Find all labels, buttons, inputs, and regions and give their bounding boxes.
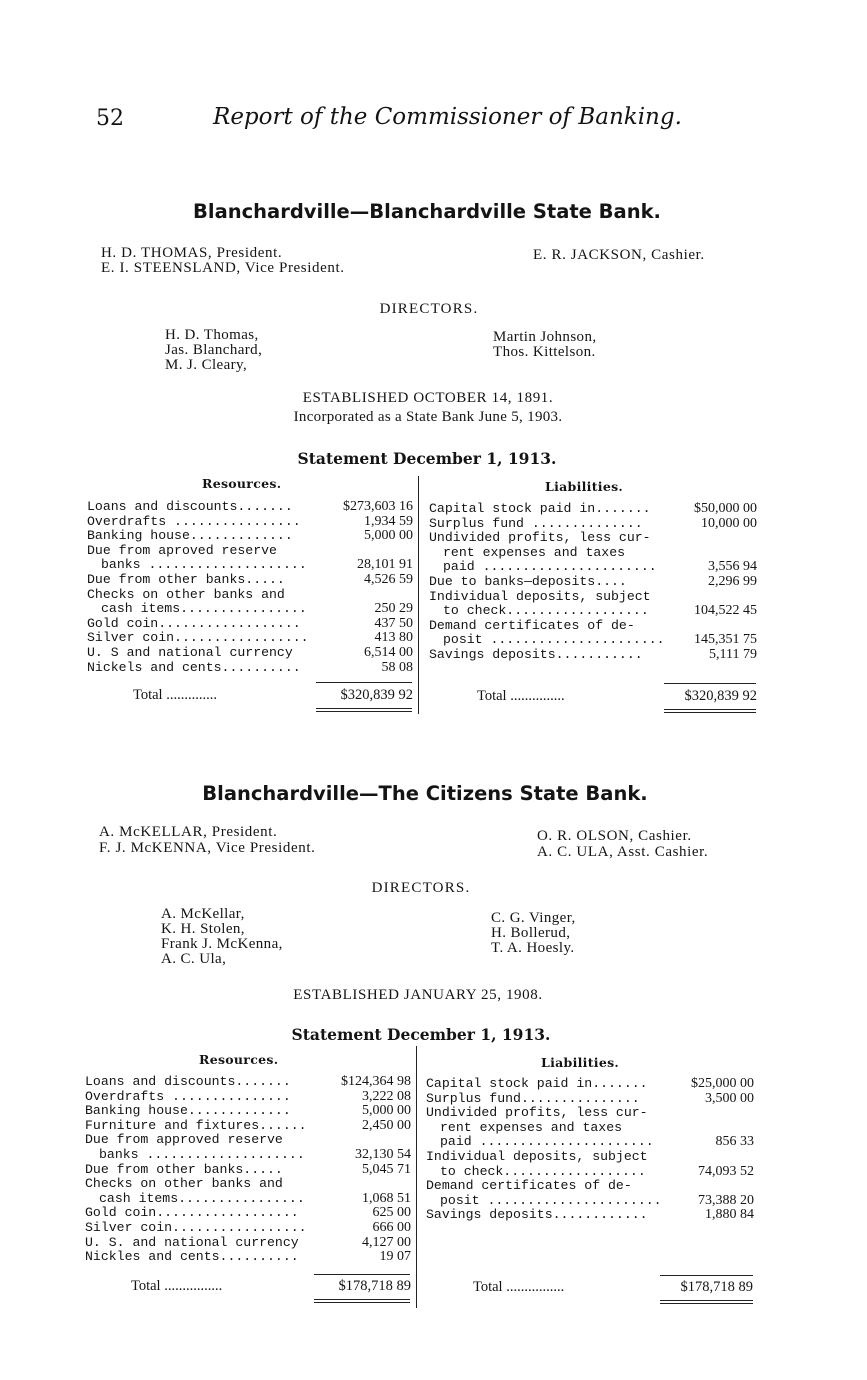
table-row [87, 500, 413, 515]
total-amount: $320,839 92 [684, 688, 757, 704]
table-row [87, 558, 413, 573]
director: H. D. Thomas, [165, 327, 259, 343]
officer-president: A. McKELLAR, President. [99, 824, 278, 840]
table-row [85, 1221, 411, 1236]
table-row [85, 1075, 411, 1090]
resource-label: Gold coin.................. [85, 1206, 299, 1221]
liability-label: rent expenses and taxes [440, 1120, 623, 1135]
liability-label: posit ...................... [443, 633, 665, 648]
statement-title: Statement December 1, 1913. [291, 1025, 551, 1044]
resource-label: Banking house............. [87, 529, 293, 544]
table-row [429, 619, 757, 634]
resource-label: Due from approved reserve [85, 1133, 283, 1148]
liability-amount: 74,093 52 [698, 1163, 754, 1179]
director: Thos. Kittelson. [493, 344, 596, 360]
resource-amount: 5,000 00 [364, 528, 413, 544]
officer-asst-cashier: A. C. ULA, Asst. Cashier. [537, 844, 709, 860]
resource-amount: 32,130 54 [355, 1146, 411, 1162]
resource-amount: 58 08 [381, 659, 413, 675]
liability-amount: 10,000 00 [701, 515, 757, 531]
resource-amount: 666 00 [372, 1219, 411, 1235]
bank-title: Blanchardville—The Citizens State Bank. [202, 782, 648, 805]
liability-label: Savings deposits............ [426, 1208, 648, 1223]
table-row [426, 1165, 754, 1180]
director: A. C. Ula, [161, 951, 227, 967]
director: T. A. Hoesly. [491, 940, 575, 956]
resource-label: Due from aproved reserve [87, 543, 277, 558]
officer-vice-president: F. J. McKENNA, Vice President. [99, 840, 316, 856]
incorporation-note: Incorporated as a State Bank June 5, 1903. [293, 409, 563, 425]
director: A. McKellar, [161, 906, 245, 922]
table-row [426, 1121, 754, 1136]
table-row [426, 1179, 754, 1194]
officer-cashier: E. R. JACKSON, Cashier. [533, 247, 705, 263]
director: H. Bollerud, [491, 925, 571, 941]
table-row [85, 1250, 411, 1265]
table-row [87, 588, 413, 603]
resource-amount: 437 50 [374, 615, 413, 631]
total-amount: $320,839 92 [340, 687, 413, 703]
subtotal-rule [660, 1275, 753, 1276]
resource-label: Silver coin................. [85, 1220, 307, 1235]
table-row [85, 1192, 411, 1207]
table-row [426, 1092, 754, 1107]
liability-label: Due to banks—deposits.... [429, 574, 627, 589]
director: M. J. Cleary, [165, 357, 248, 373]
liability-label: to check.................. [443, 604, 649, 619]
table-row [85, 1206, 411, 1221]
resource-amount: $273,603 16 [343, 499, 413, 514]
resource-label: Silver coin................. [87, 631, 309, 646]
liability-label: posit ...................... [440, 1193, 662, 1208]
established-date: ESTABLISHED JANUARY 25, 1908. [293, 987, 543, 1003]
resource-amount: 19 07 [379, 1249, 411, 1265]
resource-label: Due from other banks..... [87, 572, 285, 587]
total-amount: $178,718 89 [338, 1278, 411, 1294]
liability-amount: $50,000 00 [694, 501, 757, 516]
officer-vice-president: E. I. STEENSLAND, Vice President. [101, 260, 345, 276]
liability-amount: 5,111 79 [709, 646, 757, 662]
table-row [87, 646, 413, 661]
director: K. H. Stolen, [161, 921, 245, 937]
resource-label: Checks on other banks and [85, 1177, 283, 1192]
resource-label: Banking house............. [85, 1104, 291, 1119]
resource-label: Overdrafts ............... [85, 1089, 291, 1104]
resources-table [87, 500, 413, 675]
table-row [429, 560, 757, 575]
subtotal-rule [316, 682, 412, 683]
liability-amount: 145,351 75 [694, 632, 757, 648]
table-row [429, 575, 757, 590]
table-row [429, 590, 757, 605]
liability-label: Surplus fund............... [426, 1091, 640, 1106]
liability-amount: 104,522 45 [694, 603, 757, 619]
liability-label: Individual deposits, subject [429, 589, 651, 604]
liability-amount: $25,000 00 [691, 1076, 754, 1091]
resource-label: Loans and discounts....... [85, 1075, 291, 1089]
table-row [429, 648, 757, 663]
subtotal-rule [314, 1274, 410, 1275]
table-row [429, 604, 757, 619]
resource-label: Nickels and cents.......... [87, 660, 301, 675]
directors-heading: DIRECTORS. [379, 301, 479, 317]
liabilities-table [426, 1077, 754, 1223]
liability-label: Undivided profits, less cur- [426, 1106, 648, 1121]
resources-total-row [133, 687, 413, 704]
table-row [87, 617, 413, 632]
resource-label: banks .................... [99, 1147, 305, 1162]
total-double-rule [664, 709, 756, 713]
resource-amount: 28,101 91 [357, 557, 413, 573]
table-row [426, 1208, 754, 1223]
resource-label: cash items................ [99, 1191, 305, 1206]
liability-label: to check.................. [440, 1164, 646, 1179]
liability-amount: 1,880 84 [705, 1207, 754, 1223]
director: Martin Johnson, [493, 329, 597, 345]
directors-heading: DIRECTORS. [371, 880, 471, 896]
table-row [85, 1163, 411, 1178]
resource-amount: 5,000 00 [362, 1103, 411, 1119]
table-row [426, 1077, 754, 1092]
resource-amount: 4,526 59 [364, 571, 413, 587]
subtotal-rule [664, 683, 756, 684]
table-row [426, 1106, 754, 1121]
liability-label: rent expenses and taxes [443, 545, 626, 560]
table-row [85, 1104, 411, 1119]
page-number: 52 [96, 106, 124, 131]
liability-label: Capital stock paid in....... [426, 1077, 648, 1091]
resource-label: Overdrafts ................ [87, 514, 301, 529]
table-row [85, 1177, 411, 1192]
total-label: Total ............... [477, 688, 565, 704]
liability-label: Demand certificates of de- [426, 1179, 632, 1194]
table-row [426, 1194, 754, 1209]
resource-amount: 3,222 08 [362, 1088, 411, 1104]
column-divider [418, 476, 419, 714]
resources-table [85, 1075, 411, 1265]
resource-label: Checks on other banks and [87, 587, 285, 602]
liabilities-table [429, 502, 757, 663]
table-row [429, 502, 757, 517]
liability-label: paid ...................... [443, 560, 657, 575]
total-label: Total ................ [473, 1279, 565, 1295]
resource-label: Gold coin.................. [87, 616, 301, 631]
table-row [429, 517, 757, 532]
table-row [87, 573, 413, 588]
liability-label: Undivided profits, less cur- [429, 531, 651, 546]
established-date: ESTABLISHED OCTOBER 14, 1891. [302, 390, 554, 406]
resources-heading: Resources. [202, 476, 282, 491]
director: Frank J. McKenna, [161, 936, 283, 952]
liability-amount: 856 33 [715, 1134, 754, 1150]
total-double-rule [316, 708, 412, 712]
resource-label: Loans and discounts....... [87, 500, 293, 514]
table-row [87, 631, 413, 646]
liabilities-heading: Liabilities. [545, 479, 624, 494]
column-divider [416, 1046, 417, 1308]
liabilities-heading: Liabilities. [541, 1055, 620, 1070]
running-head [96, 104, 682, 138]
liability-amount: 3,556 94 [708, 559, 757, 575]
resource-amount: 1,068 51 [362, 1190, 411, 1206]
resource-amount: 625 00 [372, 1205, 411, 1221]
table-row [429, 633, 757, 648]
officer-president: H. D. THOMAS, President. [101, 245, 283, 261]
resource-label: Due from other banks..... [85, 1162, 283, 1177]
total-label: Total .............. [133, 687, 217, 703]
total-label: Total ................ [131, 1278, 223, 1294]
liability-amount: 2,296 99 [708, 573, 757, 589]
table-row [85, 1133, 411, 1148]
resource-amount: 5,045 71 [362, 1161, 411, 1177]
resource-amount: 413 80 [374, 630, 413, 646]
resource-label: Furniture and fixtures...... [85, 1118, 307, 1133]
liability-label: Capital stock paid in....... [429, 502, 651, 516]
table-row [87, 515, 413, 530]
resource-amount: 2,450 00 [362, 1117, 411, 1133]
table-row [85, 1148, 411, 1163]
total-amount: $178,718 89 [680, 1279, 753, 1295]
liability-label: Surplus fund .............. [429, 516, 643, 531]
table-row [85, 1236, 411, 1251]
table-row [87, 544, 413, 559]
liabilities-total-row [477, 688, 757, 705]
table-row [426, 1135, 754, 1150]
liability-label: Savings deposits........... [429, 647, 643, 662]
total-double-rule [314, 1299, 410, 1303]
table-row [85, 1090, 411, 1105]
officer-cashier: O. R. OLSON, Cashier. [537, 828, 692, 844]
resource-amount: 250 29 [374, 601, 413, 617]
director: C. G. Vinger, [491, 910, 576, 926]
table-row [429, 546, 757, 561]
liability-amount: 73,388 20 [698, 1192, 754, 1208]
resource-label: U. S. and national currency [85, 1235, 299, 1250]
resource-amount: 6,514 00 [364, 644, 413, 660]
resource-amount: $124,364 98 [341, 1074, 411, 1089]
resource-label: Nickles and cents.......... [85, 1250, 299, 1265]
table-row [87, 602, 413, 617]
resource-label: banks .................... [101, 558, 307, 573]
table-row [87, 529, 413, 544]
resource-label: cash items................ [101, 602, 307, 617]
resource-amount: 4,127 00 [362, 1234, 411, 1250]
liability-amount: 3,500 00 [705, 1090, 754, 1106]
bank-title: Blanchardville—Blanchardville State Bank. [193, 200, 661, 223]
resource-label: U. S and national currency [87, 645, 293, 660]
resources-total-row [131, 1278, 411, 1295]
table-row [426, 1150, 754, 1165]
liability-label: Demand certificates of de- [429, 618, 635, 633]
table-row [429, 531, 757, 546]
liability-label: Individual deposits, subject [426, 1149, 648, 1164]
director: Jas. Blanchard, [165, 342, 263, 358]
table-row [85, 1119, 411, 1134]
liability-label: paid ...................... [440, 1135, 654, 1150]
statement-title: Statement December 1, 1913. [297, 449, 557, 468]
total-double-rule [660, 1300, 753, 1304]
table-row [87, 661, 413, 676]
resources-heading: Resources. [199, 1052, 279, 1067]
liabilities-total-row [473, 1279, 753, 1296]
running-title: Report of the Commissioner of Banking. [213, 104, 682, 130]
resource-amount: 1,934 59 [364, 513, 413, 529]
